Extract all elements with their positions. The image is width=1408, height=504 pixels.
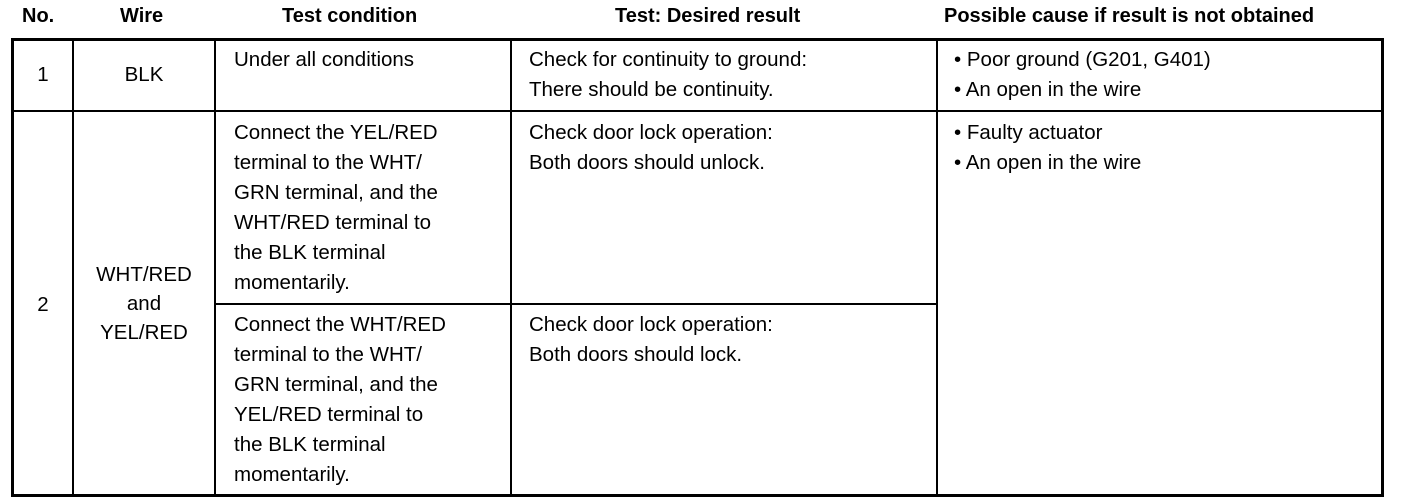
column-divider <box>510 38 512 497</box>
header-desired-result: Test: Desired result <box>615 5 801 27</box>
wire-color: WHT/RED and YEL/RED <box>96 263 192 344</box>
row-divider <box>214 303 938 305</box>
test-condition: Connect the WHT/RED terminal to the WHT/ GRN terminal, and the YEL/RED terminal to the BLK terminal momentarily. <box>234 313 446 486</box>
row-number: 2 <box>37 293 49 316</box>
column-divider <box>214 38 216 497</box>
row-number: 1 <box>37 63 49 86</box>
header-test-condition: Test condition <box>282 5 418 27</box>
desired-result: Check door lock operation: Both doors should unlock. <box>529 121 773 174</box>
table-border-right <box>1381 38 1384 497</box>
test-condition: Under all conditions <box>234 48 415 71</box>
table-border-top <box>11 38 1384 41</box>
column-divider <box>936 38 938 497</box>
possible-cause: • Poor ground (G201, G401) <box>954 48 1211 71</box>
row-divider <box>11 110 1384 112</box>
possible-cause: • An open in the wire <box>954 151 1142 174</box>
header-no: No. <box>22 5 55 27</box>
wire-color: BLK <box>124 63 164 86</box>
desired-result: Check door lock operation: Both doors should lock. <box>529 313 773 366</box>
header-possible-cause: Possible cause if result is not obtained <box>944 5 1315 27</box>
header-wire: Wire <box>120 5 164 27</box>
possible-cause: • An open in the wire <box>954 78 1142 101</box>
possible-cause: • Faulty actuator <box>954 121 1103 144</box>
table-border-bottom <box>11 494 1384 497</box>
test-condition: Connect the YEL/RED terminal to the WHT/ GRN terminal, and the WHT/RED terminal to the BLK terminal momentarily. <box>234 121 438 294</box>
desired-result: Check for continuity to ground: There should be continuity. <box>529 48 808 101</box>
table-border-left <box>11 38 14 497</box>
